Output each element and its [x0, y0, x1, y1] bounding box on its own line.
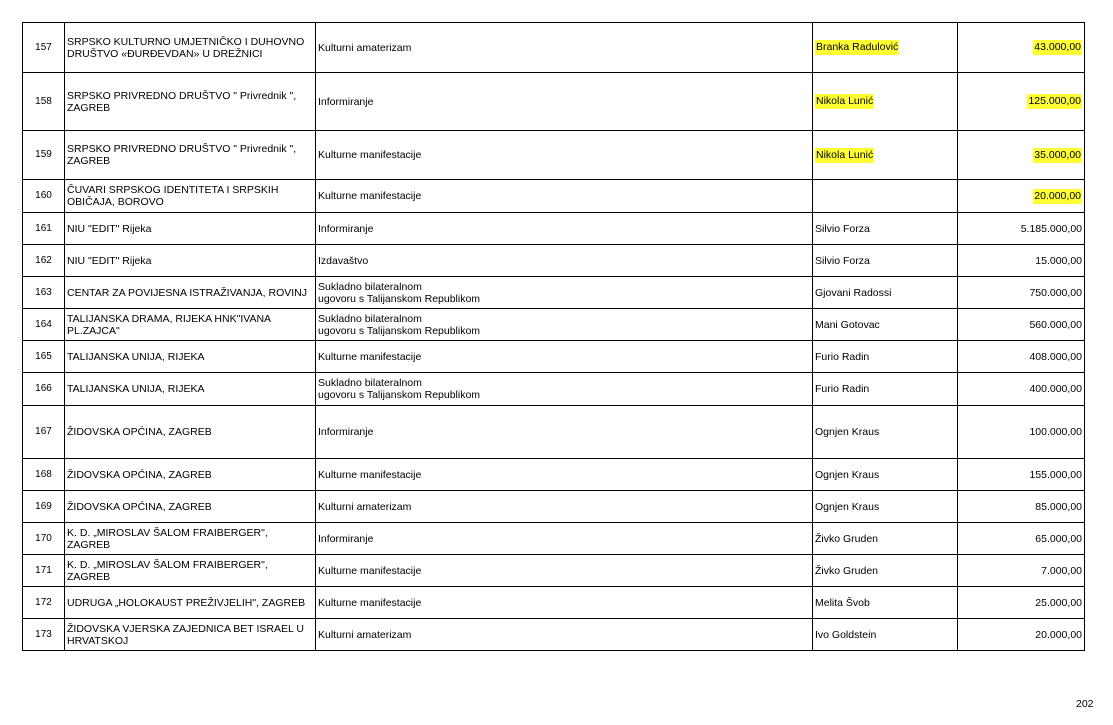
- program-cell: [316, 23, 813, 73]
- row-number-cell: [23, 131, 65, 180]
- amount-text: 35.000,00: [1034, 148, 1081, 161]
- person-text: Furio Radin: [815, 383, 870, 395]
- program-cell: [316, 309, 813, 341]
- organization-cell: [65, 213, 316, 245]
- person-text: Furio Radin: [815, 350, 870, 363]
- person-cell: [813, 459, 958, 491]
- row-number-cell: [23, 23, 65, 73]
- person-text: Nikola Lunić: [816, 148, 874, 161]
- row-number-text: 160: [35, 190, 52, 201]
- person-cell: [813, 180, 958, 213]
- amount-cell: [958, 23, 1085, 73]
- funding-table-body: [23, 23, 1085, 651]
- program-text: Sukladno bilateralnom ugovoru s Talijanskom Republikom: [318, 280, 481, 305]
- amount-text: 43.000,00: [1034, 41, 1081, 53]
- row-number-cell: [23, 73, 65, 131]
- row-number-cell: [23, 459, 65, 491]
- person-cell: [813, 131, 958, 180]
- amount-text: 15.000,00: [1035, 254, 1082, 267]
- organization-text: CENTAR ZA POVIJESNA ISTRAŽIVANJA, ROVINJ: [67, 286, 307, 299]
- program-cell: [316, 406, 813, 459]
- row-number-text: 166: [35, 383, 52, 394]
- person-text: Gjovani Radossi: [815, 286, 892, 299]
- organization-cell: [65, 491, 316, 523]
- organization-text: ŽIDOVSKA OPĆINA, ZAGREB: [67, 500, 212, 513]
- program-cell: [316, 277, 813, 309]
- person-text: Ivo Goldstein: [815, 628, 877, 641]
- program-cell: [316, 245, 813, 277]
- person-cell: [813, 309, 958, 341]
- program-cell: [316, 491, 813, 523]
- amount-text: 408.000,00: [1029, 350, 1082, 363]
- amount-text: 750.000,00: [1029, 286, 1082, 299]
- row-number-cell: [23, 523, 65, 555]
- organization-text: ŽIDOVSKA OPĆINA, ZAGREB: [67, 468, 212, 481]
- person-cell: [813, 523, 958, 555]
- row-number-cell: [23, 213, 65, 245]
- amount-cell: [958, 131, 1085, 180]
- person-cell: [813, 277, 958, 309]
- organization-text: ŽIDOVSKA VJERSKA ZAJEDNICA BET ISRAEL U HRVATSKOJ: [67, 622, 304, 647]
- amount-cell: [958, 341, 1085, 373]
- row-number-cell: [23, 406, 65, 459]
- amount-text: 400.000,00: [1029, 383, 1082, 395]
- person-text: Branka Radulović: [816, 41, 899, 53]
- amount-text: 7.000,00: [1041, 564, 1082, 577]
- amount-cell: [958, 373, 1085, 406]
- amount-cell: [958, 245, 1085, 277]
- program-text: Kulturne manifestacije: [318, 149, 422, 161]
- organization-text: NIU "EDIT" Rijeka: [67, 254, 152, 267]
- table-row: [23, 277, 1085, 309]
- amount-cell: [958, 213, 1085, 245]
- organization-cell: [65, 245, 316, 277]
- amount-cell: [958, 277, 1085, 309]
- table-row: [23, 587, 1085, 619]
- amount-cell: [958, 619, 1085, 651]
- organization-cell: [65, 619, 316, 651]
- program-text: Sukladno bilateralnom ugovoru s Talijanskom Republikom: [318, 377, 481, 401]
- program-text: Informiranje: [318, 222, 374, 235]
- person-text: Mani Gotovac: [815, 318, 880, 331]
- organization-text: SRPSKO PRIVREDNO DRUŠTVO " Privrednik ", ZAGREB: [67, 89, 297, 114]
- row-number-text: 173: [35, 628, 52, 640]
- person-cell: [813, 406, 958, 459]
- organization-cell: [65, 131, 316, 180]
- row-number-text: 164: [35, 318, 52, 330]
- row-number-text: 158: [35, 95, 52, 107]
- program-text: Kulturne manifestacije: [318, 564, 422, 577]
- amount-cell: [958, 459, 1085, 491]
- person-cell: [813, 341, 958, 373]
- person-text: Ognjen Kraus: [815, 426, 880, 438]
- person-cell: [813, 587, 958, 619]
- program-text: Informiranje: [318, 532, 374, 545]
- program-text: Kulturne manifestacije: [318, 596, 422, 609]
- amount-text: 25.000,00: [1035, 596, 1082, 609]
- amount-text: 20.000,00: [1035, 628, 1082, 641]
- table-row: [23, 213, 1085, 245]
- row-number-text: 172: [35, 596, 52, 608]
- amount-cell: [958, 555, 1085, 587]
- person-cell: [813, 373, 958, 406]
- program-cell: [316, 131, 813, 180]
- row-number-text: 170: [35, 532, 52, 544]
- table-row: [23, 341, 1085, 373]
- program-text: Kulturni amaterizam: [318, 41, 412, 54]
- program-text: Informiranje: [318, 426, 374, 438]
- program-cell: [316, 213, 813, 245]
- organization-text: ČUVARI SRPSKOG IDENTITETA I SRPSKIH OBIČAJA, BOROVO: [67, 184, 279, 208]
- program-cell: [316, 373, 813, 406]
- table-row: [23, 245, 1085, 277]
- program-cell: [316, 73, 813, 131]
- row-number-cell: [23, 587, 65, 619]
- program-cell: [316, 555, 813, 587]
- person-text: Nikola Lunić: [816, 95, 874, 107]
- row-number-text: 171: [35, 564, 52, 576]
- program-text: Kulturne manifestacije: [318, 190, 422, 202]
- amount-text: 85.000,00: [1035, 500, 1082, 513]
- row-number-cell: [23, 277, 65, 309]
- table-row: [23, 180, 1085, 213]
- organization-text: SRPSKO PRIVREDNO DRUŠTVO " Privrednik ", ZAGREB: [67, 143, 297, 167]
- program-cell: [316, 180, 813, 213]
- organization-cell: [65, 555, 316, 587]
- funding-table: [22, 22, 1085, 651]
- amount-text: 100.000,00: [1029, 426, 1082, 438]
- person-text: Melita Švob: [815, 596, 870, 609]
- amount-cell: [958, 587, 1085, 619]
- program-cell: [316, 341, 813, 373]
- amount-cell: [958, 491, 1085, 523]
- organization-cell: [65, 180, 316, 213]
- row-number-cell: [23, 245, 65, 277]
- amount-text: 65.000,00: [1035, 532, 1082, 545]
- amount-cell: [958, 309, 1085, 341]
- table-row: [23, 131, 1085, 180]
- person-cell: [813, 619, 958, 651]
- amount-cell: [958, 180, 1085, 213]
- organization-text: UDRUGA „HOLOKAUST PREŽIVJELIH", ZAGREB: [67, 596, 306, 609]
- amount-text: 155.000,00: [1029, 468, 1082, 481]
- organization-cell: [65, 373, 316, 406]
- organization-text: TALIJANSKA UNIJA, RIJEKA: [67, 350, 205, 363]
- person-text: Ognjen Kraus: [815, 500, 880, 513]
- row-number-text: 162: [35, 254, 52, 266]
- person-cell: [813, 491, 958, 523]
- person-text: Ognjen Kraus: [815, 468, 880, 481]
- table-row: [23, 373, 1085, 406]
- row-number-cell: [23, 373, 65, 406]
- amount-cell: [958, 406, 1085, 459]
- amount-text: 5.185.000,00: [1020, 222, 1082, 235]
- person-text: Silvio Forza: [815, 254, 870, 267]
- organization-cell: [65, 277, 316, 309]
- row-number-text: 157: [35, 41, 52, 53]
- table-row: [23, 523, 1085, 555]
- table-row: [23, 23, 1085, 73]
- amount-cell: [958, 523, 1085, 555]
- program-text: Kulturni amaterizam: [318, 628, 412, 641]
- amount-text: 125.000,00: [1028, 95, 1081, 107]
- row-number-cell: [23, 341, 65, 373]
- person-text: Silvio Forza: [815, 222, 870, 235]
- program-text: Izdavaštvo: [318, 254, 369, 267]
- person-text: Živko Gruden: [815, 532, 879, 545]
- row-number-cell: [23, 309, 65, 341]
- table-row: [23, 459, 1085, 491]
- program-text: Informiranje: [318, 95, 374, 108]
- row-number-cell: [23, 491, 65, 523]
- organization-text: TALIJANSKA UNIJA, RIJEKA: [67, 383, 205, 395]
- organization-text: NIU "EDIT" Rijeka: [67, 222, 152, 235]
- program-text: Kulturne manifestacije: [318, 468, 422, 481]
- organization-cell: [65, 587, 316, 619]
- program-text: Sukladno bilateralnom ugovoru s Talijanskom Republikom: [318, 312, 481, 337]
- program-cell: [316, 523, 813, 555]
- row-number-cell: [23, 555, 65, 587]
- organization-text: ŽIDOVSKA OPĆINA, ZAGREB: [67, 426, 212, 438]
- row-number-text: 167: [35, 426, 52, 437]
- row-number-text: 161: [35, 222, 52, 234]
- program-cell: [316, 459, 813, 491]
- organization-cell: [65, 523, 316, 555]
- table-row: [23, 73, 1085, 131]
- amount-text: 20.000,00: [1034, 189, 1081, 202]
- amount-text: 560.000,00: [1029, 318, 1082, 331]
- person-cell: [813, 213, 958, 245]
- table-row: [23, 406, 1085, 459]
- program-cell: [316, 587, 813, 619]
- row-number-text: 159: [35, 149, 52, 160]
- table-row: [23, 619, 1085, 651]
- organization-text: SRPSKO KULTURNO UMJETNIČKO I DUHOVNO DRUŠTVO «ĐURĐEVDAN» U DREŽNICI: [67, 35, 305, 60]
- table-row: [23, 555, 1085, 587]
- row-number-text: 163: [35, 286, 52, 298]
- organization-cell: [65, 459, 316, 491]
- person-text: Živko Gruden: [815, 564, 879, 577]
- program-text: Kulturne manifestacije: [318, 350, 422, 363]
- organization-text: TALIJANSKA DRAMA, RIJEKA HNK"IVANA PL.ZAJCA": [67, 312, 272, 337]
- row-number-cell: [23, 180, 65, 213]
- organization-text: K. D. „MIROSLAV ŠALOM FRAIBERGER", ZAGREB: [67, 558, 268, 583]
- row-number-text: 168: [35, 468, 52, 480]
- person-cell: [813, 245, 958, 277]
- table-row: [23, 491, 1085, 523]
- amount-cell: [958, 73, 1085, 131]
- program-cell: [316, 619, 813, 651]
- person-cell: [813, 555, 958, 587]
- organization-text: K. D. „MIROSLAV ŠALOM FRAIBERGER", ZAGREB: [67, 526, 268, 551]
- program-text: Kulturni amaterizam: [318, 500, 412, 513]
- person-cell: [813, 23, 958, 73]
- row-number-text: 165: [35, 350, 52, 362]
- organization-cell: [65, 309, 316, 341]
- organization-cell: [65, 341, 316, 373]
- organization-cell: [65, 406, 316, 459]
- organization-cell: [65, 73, 316, 131]
- organization-cell: [65, 23, 316, 73]
- row-number-cell: [23, 619, 65, 651]
- person-cell: [813, 73, 958, 131]
- row-number-text: 169: [35, 500, 52, 512]
- page-number: 202: [1076, 698, 1094, 710]
- table-row: [23, 309, 1085, 341]
